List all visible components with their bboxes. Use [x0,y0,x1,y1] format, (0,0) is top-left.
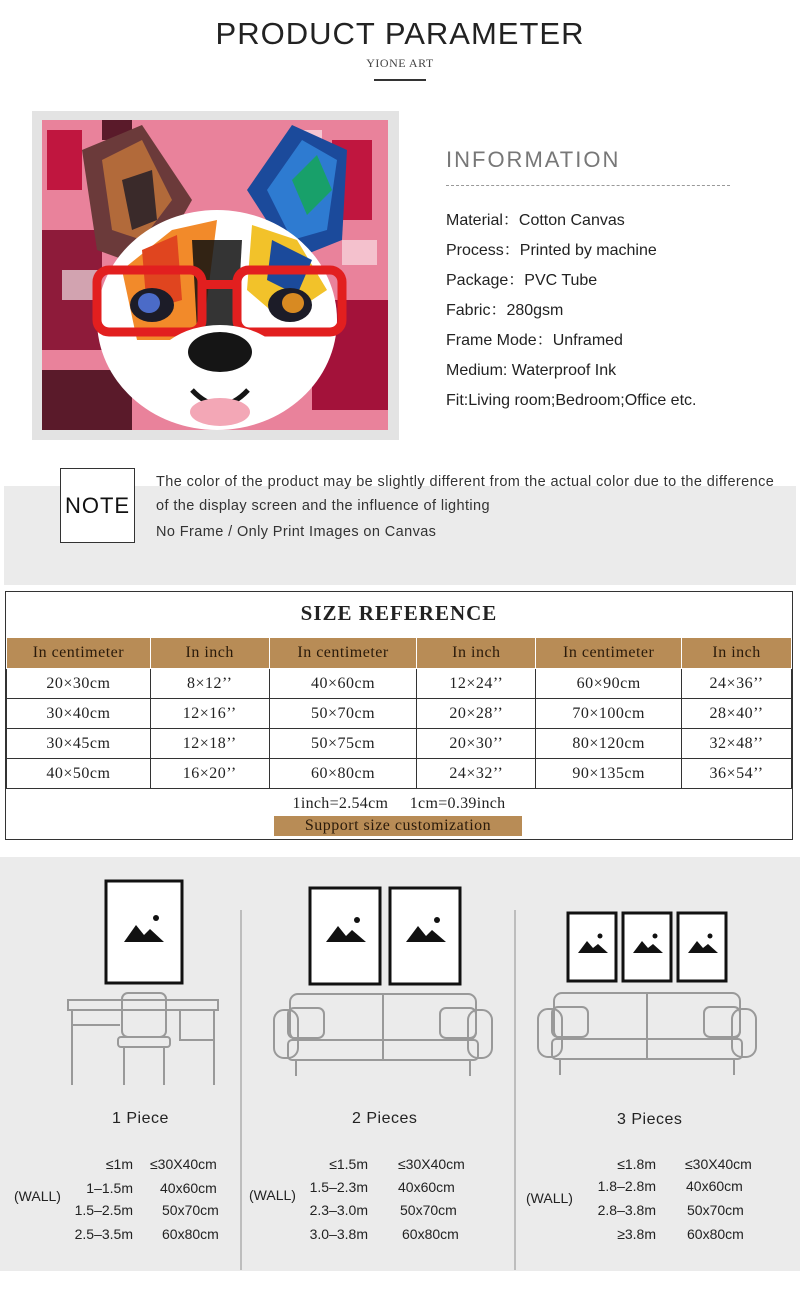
info-item-package: Package：PVC Tube [446,272,598,289]
section-divider [514,910,516,1270]
note-no-frame: No Frame / Only Print Images on Canvas [156,524,437,540]
wall-range: 1.5–2.5m [74,1202,133,1218]
canvas-size: 40x60cm [686,1178,743,1194]
wall-label: (WALL) [526,1190,573,1206]
table-cell: 80×120cm [536,729,682,759]
information-list [446,206,696,416]
page-title: PRODUCT PARAMETER [215,16,585,51]
table-cell: 16×20’’ [150,759,269,789]
table-row [7,759,792,789]
col-header-cm: In centimeter [536,638,682,669]
table-cell: 36×54’’ [682,759,792,789]
canvas-size: 50x70cm [162,1202,219,1218]
note-color-disclaimer: The color of the product may be slightly different from the actual color due to the difference of the display screen and the influence of lighting [156,474,775,514]
one-piece-label: 1 Piece [112,1110,169,1127]
wall-range: ≤1m [105,1156,133,1172]
wall-label: (WALL) [249,1187,296,1203]
canvas-size: ≤30X40cm [685,1156,752,1172]
size-table [6,637,792,789]
info-item-material: Material：Cotton Canvas [446,212,625,229]
wall-range: 2.8–3.8m [597,1202,656,1218]
wall-range: 1–1.5m [86,1180,133,1196]
table-cell: 24×36’’ [682,669,792,699]
info-item-frame-mode: Frame Mode：Unframed [446,332,623,349]
wall-range: 3.0–3.8m [309,1226,368,1242]
information-divider [446,185,730,186]
info-item-medium: Medium: Waterproof Ink [446,362,617,379]
wall-range: 1.5–2.3m [309,1179,368,1195]
table-cell: 90×135cm [536,759,682,789]
wall-range: 1.8–2.8m [597,1178,656,1194]
information-heading: INFORMATION [446,147,621,172]
table-cell: 60×90cm [536,669,682,699]
info-item-fabric: Fabric：280gsm [446,302,564,319]
table-cell: 60×80cm [269,759,417,789]
canvas-size: 40x60cm [398,1179,455,1195]
table-cell: 20×30’’ [417,729,536,759]
artwork-dog-painting [42,120,388,430]
col-header-inch: In inch [682,638,792,669]
wall-range: ≥3.8m [617,1226,656,1242]
table-row [7,669,792,699]
table-row [7,729,792,759]
col-header-inch: In inch [417,638,536,669]
table-cell: 50×70cm [269,699,417,729]
table-cell: 28×40’’ [682,699,792,729]
canvas-size: 60x80cm [162,1226,219,1242]
two-pieces-illustration [268,882,498,1082]
canvas-size: 50x70cm [687,1202,744,1218]
wall-label: (WALL) [14,1188,61,1204]
table-cell: 70×100cm [536,699,682,729]
three-pieces-illustration [532,905,762,1085]
wall-range: ≤1.5m [329,1156,368,1172]
size-customization-badge: Support size customization [274,816,522,836]
wall-range: 2.5–3.5m [74,1226,133,1242]
size-reference-title: SIZE REFERENCE [300,601,498,625]
unit-conversion-text: 1inch=2.54cm 1cm=0.39inch [292,795,506,812]
three-pieces-label: 3 Pieces [617,1111,683,1128]
two-pieces-label: 2 Pieces [352,1110,418,1127]
table-cell: 20×30cm [7,669,151,699]
table-cell: 32×48’’ [682,729,792,759]
wall-range: 2.3–3.0m [309,1202,368,1218]
table-cell: 8×12’’ [150,669,269,699]
table-cell: 50×75cm [269,729,417,759]
table-cell: 12×18’’ [150,729,269,759]
title-underline [374,79,426,81]
canvas-size: 60x80cm [402,1226,459,1242]
wall-range: ≤1.8m [617,1156,656,1172]
table-row [7,699,792,729]
table-cell: 30×45cm [7,729,151,759]
table-cell: 40×50cm [7,759,151,789]
canvas-size: ≤30X40cm [150,1156,217,1172]
table-cell: 12×24’’ [417,669,536,699]
table-cell: 24×32’’ [417,759,536,789]
info-item-fit: Fit:Living room;Bedroom;Office etc. [446,392,697,409]
table-cell: 12×16’’ [150,699,269,729]
section-divider [240,910,242,1270]
canvas-size: 50x70cm [400,1202,457,1218]
col-header-cm: In centimeter [269,638,417,669]
col-header-inch: In inch [150,638,269,669]
canvas-size: 40x60cm [160,1180,217,1196]
canvas-size: ≤30X40cm [398,1156,465,1172]
size-table-header-row [7,638,792,669]
canvas-size: 60x80cm [687,1226,744,1242]
table-cell: 30×40cm [7,699,151,729]
info-item-process: Process：Printed by machine [446,242,657,259]
note-label: NOTE [60,468,135,543]
table-cell: 40×60cm [269,669,417,699]
unit-conversion [5,795,793,813]
brand-subtitle: YIONE ART [366,56,434,70]
table-cell: 20×28’’ [417,699,536,729]
col-header-cm: In centimeter [7,638,151,669]
one-piece-illustration [60,875,225,1090]
